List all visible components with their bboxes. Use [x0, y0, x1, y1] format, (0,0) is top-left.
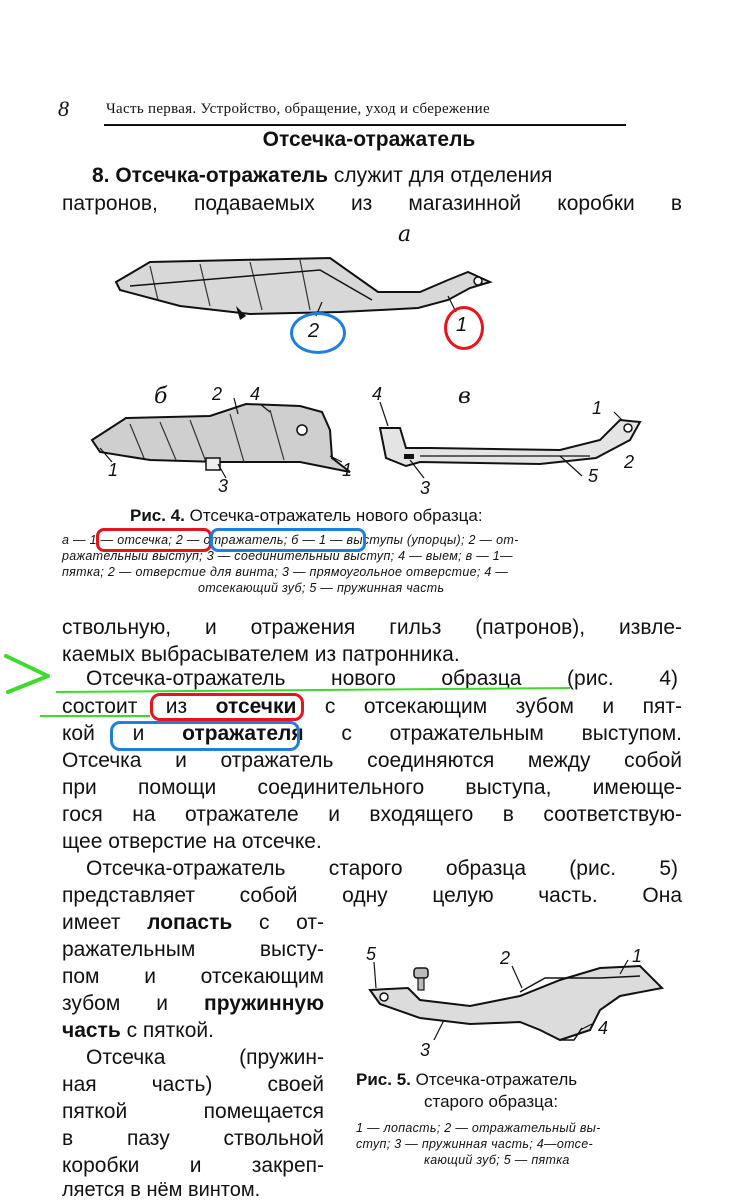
- p2-line-4: Отсечка и отражатель соединяются между собой: [62, 749, 682, 772]
- fig4-legend-line-2: ражательный выступ; 3 — соединительный выступ; 4 — выем; в — 1—: [62, 549, 513, 563]
- section-title: Отсечка-отражатель: [262, 128, 476, 151]
- p3-line-2: представляет собой одну целую часть. Она: [62, 884, 682, 907]
- fig5-num-3: 3: [420, 1040, 431, 1060]
- fig5-legend-line-3: кающий зуб; 5 — пятка: [424, 1153, 570, 1167]
- p3-l3-a: имеет: [62, 911, 121, 934]
- fig4b-num-3: 3: [218, 476, 229, 496]
- fig4-label-a: а: [398, 222, 412, 247]
- fig4b-num-1-left: 1: [108, 460, 119, 480]
- p4-line-1: Отсечка (пружин-: [86, 1046, 324, 1069]
- fig4-label-b: б: [154, 384, 168, 409]
- fig4v-num-1: 1: [592, 398, 603, 418]
- page-number: 8: [58, 96, 69, 121]
- fig5-num-4: 4: [598, 1018, 609, 1038]
- fig4v-num-5: 5: [588, 466, 599, 486]
- p3-term-part: часть: [62, 1019, 121, 1042]
- intro-bold-term: 8. Отсечка-отражатель: [92, 164, 329, 187]
- fig4v-num-2: 2: [624, 452, 635, 472]
- fig4v-num-4: 4: [372, 384, 383, 404]
- p4-line-3: пяткой помещается: [62, 1100, 324, 1123]
- p2-line-6: гося на отражателе и входящего в соответствую-: [62, 803, 682, 826]
- fig4-caption-bold: Рис. 4.: [130, 506, 185, 525]
- p2-l2-c: с отсекающим зубом и пят-: [324, 695, 682, 718]
- fig4a-num-2: 2: [308, 320, 320, 342]
- fig4-legend-line-4: отсекающий зуб; 5 — пружинная часть: [198, 581, 445, 595]
- fig4b-num-1-right: 1: [342, 460, 353, 480]
- p4-line-2: ная часть) своей: [62, 1073, 324, 1096]
- p2-l3-c: с отражательным выступом.: [341, 722, 683, 745]
- p3-l7-b: с пяткой.: [126, 1019, 214, 1042]
- p3-term-blade: лопасть: [147, 911, 233, 934]
- fig5-num-2: 2: [500, 948, 511, 968]
- fig5-legend-line-1: 1 — лопасть; 2 — отражательный вы-: [356, 1121, 601, 1135]
- p2-line-7: щее отверстие на отсечке.: [62, 830, 322, 853]
- p3-line-5: пом и отсекающим: [62, 965, 324, 988]
- fig5-caption-line-2: старого образца:: [424, 1092, 559, 1111]
- fig4v-num-3: 3: [420, 478, 431, 498]
- fig4-legend-line-3: пятка; 2 — отверстие для винта; 3 — прямоугольное отверстие; 4 —: [62, 565, 509, 579]
- fig5-legend-line-2: ступ; 3 — пружинная часть; 4—отсе-: [356, 1137, 593, 1151]
- fig5-caption-bold: Рис. 5.: [356, 1070, 411, 1089]
- p2-l2-a: состоит из: [62, 695, 188, 718]
- p3-line-1: Отсечка-отражатель старого образца (рис. 5): [86, 857, 678, 880]
- fig4a-num-1: 1: [456, 314, 468, 336]
- p3-l3-c: с от-: [258, 911, 324, 934]
- fig5-num-5: 5: [366, 944, 377, 964]
- running-title: Часть первая. Устройство, обращение, уход и сбережение: [106, 101, 490, 117]
- p2-term-reflector: отражателя: [182, 722, 304, 745]
- body-line-1: ствольную, и отражения гильз (патронов), извле-: [62, 616, 682, 639]
- fig4-caption-text: Отсечка-отражатель нового образца:: [189, 506, 483, 525]
- fig4-label-v: в: [458, 384, 471, 409]
- fig5-num-1: 1: [632, 946, 643, 966]
- body-line-2: каемых выбрасывателем из патронника.: [62, 643, 460, 666]
- p2-l3-a: кой и: [62, 722, 145, 745]
- p2-line-1: Отсечка-отражатель нового образца (рис. 4): [86, 667, 678, 690]
- p3-term-spring: пружинную: [204, 992, 324, 1015]
- p2-line-5: при помощи соединительного выступа, имеюще-: [62, 776, 682, 799]
- fig5-caption-l1: Отсечка-отражатель: [415, 1070, 578, 1089]
- p4-line-6: ляется в нём винтом.: [62, 1179, 261, 1201]
- intro-line-2: патронов, подаваемых из магазинной коробки в: [62, 192, 682, 215]
- intro-line-1-rest: служит для отделения: [333, 164, 553, 187]
- fig4b-num-2: 2: [212, 384, 223, 404]
- p3-l6-a: зубом и: [62, 992, 169, 1015]
- p3-line-4: ражательным высту-: [62, 938, 324, 961]
- p4-line-4: в пазу ствольной: [62, 1127, 324, 1150]
- p4-line-5: коробки и закреп-: [62, 1154, 324, 1177]
- fig4b-num-4: 4: [250, 384, 261, 404]
- p2-term-cutoff: отсечки: [215, 695, 297, 718]
- fig4-legend-line-1: а — 1 — отсечка; 2 — отражатель; б — 1 — выступы (упорцы); 2 — от-: [62, 533, 519, 547]
